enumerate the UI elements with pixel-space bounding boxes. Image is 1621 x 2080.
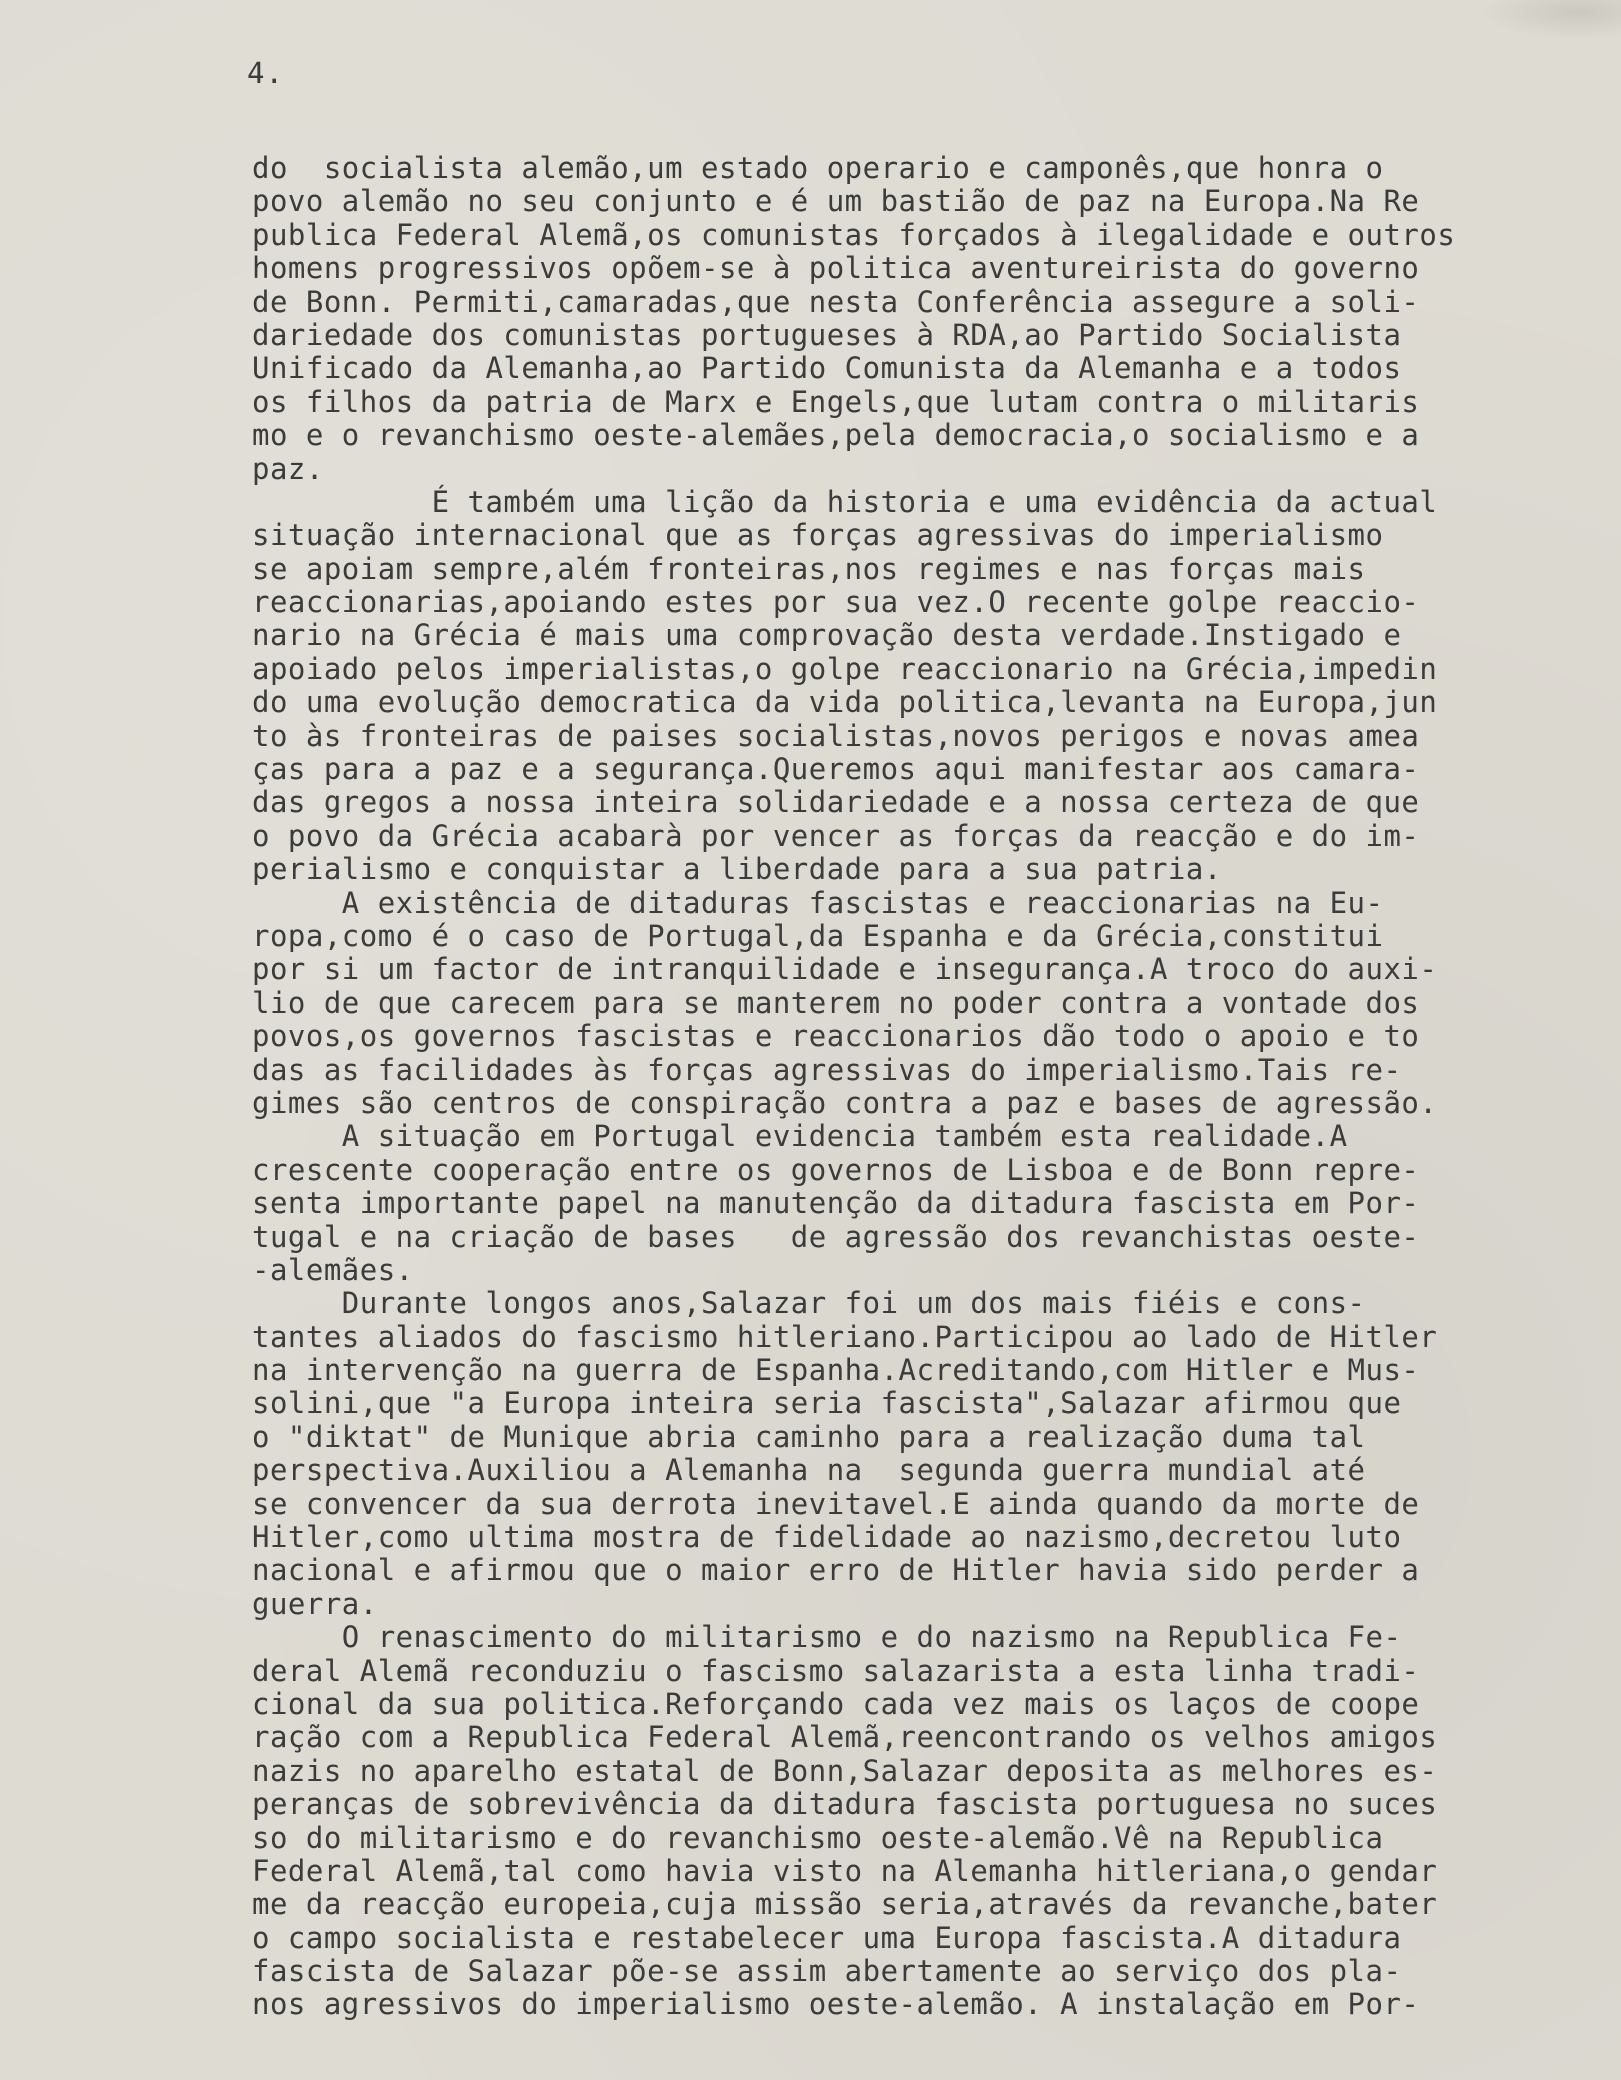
text-line: das gregos a nossa inteira solidariedade e a nossa certeza de que bbox=[252, 785, 1420, 820]
text-line: por si um factor de intranquilidade e insegurança.A troco do auxi- bbox=[252, 952, 1438, 987]
paper-smudge bbox=[1481, 0, 1621, 40]
text-line: de Bonn. Permiti,camaradas,que nesta Conferência assegure a soli- bbox=[252, 284, 1420, 319]
text-line: nario na Grécia é mais uma comprovação desta verdade.Instigado e bbox=[252, 618, 1402, 653]
text-line: Durante longos anos,Salazar foi um dos mais fiéis e cons- bbox=[252, 1286, 1366, 1321]
text-line: do uma evolução democratica da vida politica,levanta na Europa,jun bbox=[252, 685, 1438, 720]
text-line: guerra. bbox=[252, 1586, 378, 1621]
text-line: nos agressivos do imperialismo oeste-alemão. A instalação em Por- bbox=[252, 1987, 1420, 2022]
text-line: povo alemão no seu conjunto e é um bastião de paz na Europa.Na Re bbox=[252, 184, 1420, 219]
text-line: O renascimento do militarismo e do nazismo na Republica Fe- bbox=[252, 1620, 1402, 1655]
page-number: 4. bbox=[247, 56, 284, 90]
text-line: A situação em Portugal evidencia também esta realidade.A bbox=[252, 1119, 1348, 1154]
text-line: crescente cooperação entre os governos de Lisboa e de Bonn repre- bbox=[252, 1152, 1420, 1187]
text-line: fascista de Salazar põe-se assim abertamente ao serviço dos pla- bbox=[252, 1954, 1402, 1989]
text-line: gimes são centros de conspiração contra a paz e bases de agressão. bbox=[252, 1085, 1438, 1120]
text-line: publica Federal Alemã,os comunistas forçados à ilegalidade e outros bbox=[252, 217, 1456, 252]
text-line: Federal Alemã,tal como havia visto na Alemanha hitleriana,o gendar bbox=[252, 1853, 1438, 1888]
text-line: to às fronteiras de paises socialistas,novos perigos e novas amea bbox=[252, 718, 1420, 753]
text-line: so do militarismo e do revanchismo oeste-alemão.Vê na Republica bbox=[252, 1820, 1384, 1855]
text-line: senta importante papel na manutenção da ditadura fascista em Por- bbox=[252, 1186, 1420, 1221]
text-line: A existência de ditaduras fascistas e reaccionarias na Eu- bbox=[252, 885, 1384, 920]
text-line: perspectiva.Auxiliou a Alemanha na segunda guerra mundial até bbox=[252, 1453, 1366, 1488]
text-line: reaccionarias,apoiando estes por sua vez.O recente golpe reaccio- bbox=[252, 585, 1420, 620]
text-line: se convencer da sua derrota inevitavel.E ainda quando da morte de bbox=[252, 1486, 1420, 1521]
text-line: deral Alemã reconduziu o fascismo salazarista a esta linha tradi- bbox=[252, 1653, 1420, 1688]
text-line: tantes aliados do fascismo hitleriano.Participou ao lado de Hitler bbox=[252, 1319, 1438, 1354]
text-line: me da reacção europeia,cuja missão seria,através da revanche,bater bbox=[252, 1887, 1438, 1922]
text-line: o campo socialista e restabelecer uma Europa fascista.A ditadura bbox=[252, 1920, 1402, 1955]
text-line: perialismo e conquistar a liberdade para a sua patria. bbox=[252, 852, 1222, 887]
text-line: das as facilidades às forças agressivas do imperialismo.Tais re- bbox=[252, 1052, 1402, 1087]
text-line: apoiado pelos imperialistas,o golpe reaccionario na Grécia,impedin bbox=[252, 651, 1438, 686]
text-line: ração com a Republica Federal Alemã,reencontrando os velhos amigos bbox=[252, 1720, 1438, 1755]
text-line: os filhos da patria de Marx e Engels,que lutam contra o militaris bbox=[252, 384, 1420, 419]
text-body bbox=[252, 152, 1592, 2022]
text-line: lio de que carecem para se manterem no poder contra a vontade dos bbox=[252, 985, 1420, 1020]
text-line: solini,que "a Europa inteira seria fascista",Salazar afirmou que bbox=[252, 1386, 1402, 1421]
text-line: ropa,como é o caso de Portugal,da Espanha e da Grécia,constitui bbox=[252, 918, 1384, 953]
text-line: peranças de sobrevivência da ditadura fascista portuguesa no suces bbox=[252, 1787, 1438, 1822]
text-line: Unificado da Alemanha,ao Partido Comunista da Alemanha e a todos bbox=[252, 351, 1402, 386]
text-line: situação internacional que as forças agressivas do imperialismo bbox=[252, 518, 1384, 553]
text-line: nazis no aparelho estatal de Bonn,Salazar deposita as melhores es- bbox=[252, 1753, 1438, 1788]
text-line: mo e o revanchismo oeste-alemães,pela democracia,o socialismo e a bbox=[252, 418, 1420, 453]
text-line: Hitler,como ultima mostra de fidelidade ao nazismo,decretou luto bbox=[252, 1520, 1402, 1555]
text-line: o "diktat" de Munique abria caminho para a realização duma tal bbox=[252, 1419, 1366, 1454]
text-line: se apoiam sempre,além fronteiras,nos regimes e nas forças mais bbox=[252, 551, 1366, 586]
text-line: -alemães. bbox=[252, 1252, 414, 1287]
text-line: dariedade dos comunistas portugueses à RDA,ao Partido Socialista bbox=[252, 317, 1402, 352]
text-line: o povo da Grécia acabarà por vencer as forças da reacção e do im- bbox=[252, 818, 1420, 853]
text-line: nacional e afirmou que o maior erro de Hitler havia sido perder a bbox=[252, 1553, 1420, 1588]
text-line: do socialista alemão,um estado operario e camponês,que honra o bbox=[252, 151, 1384, 185]
text-line: tugal e na criação de bases de agressão dos revanchistas oeste- bbox=[252, 1219, 1420, 1254]
text-line: povos,os governos fascistas e reaccionarios dão todo o apoio e to bbox=[252, 1019, 1420, 1054]
text-line: ças para a paz e a segurança.Queremos aqui manifestar aos camara- bbox=[252, 752, 1420, 787]
text-line: paz. bbox=[252, 451, 324, 486]
text-line: cional da sua politica.Reforçando cada vez mais os laços de coope bbox=[252, 1686, 1420, 1721]
text-line: É também uma lição da historia e uma evidência da actual bbox=[252, 484, 1438, 519]
text-line: homens progressivos opõem-se à politica aventureirista do governo bbox=[252, 251, 1420, 286]
text-line: na intervenção na guerra de Espanha.Acreditando,com Hitler e Mus- bbox=[252, 1353, 1420, 1388]
